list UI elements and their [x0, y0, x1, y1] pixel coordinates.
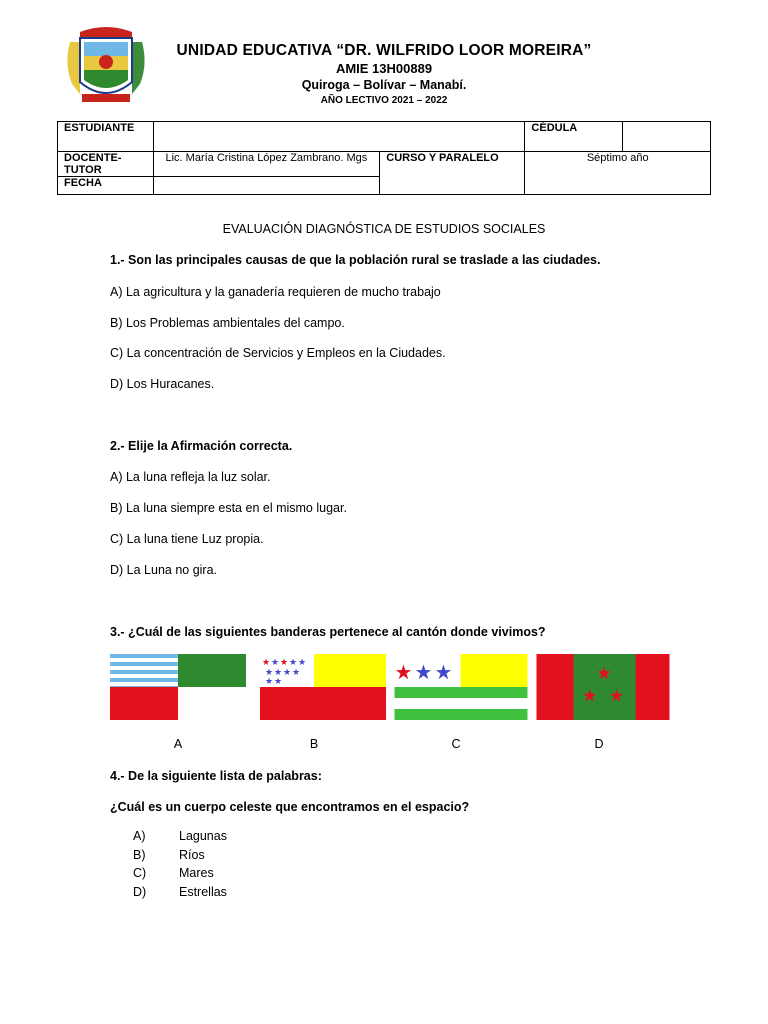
school-crest-icon: [60, 24, 152, 106]
school-amie: AMIE 13H00889: [335, 61, 433, 76]
q2-option-c: C) La luna tiene Luz propia.: [110, 532, 264, 546]
svg-text:★: ★: [274, 677, 283, 687]
id-label: CÉDULA: [525, 122, 622, 152]
svg-text:★: ★: [298, 658, 307, 668]
flag-d-icon: [535, 654, 671, 720]
q4-option-text: Estrellas: [179, 885, 227, 900]
q4-option-key: B): [133, 847, 146, 862]
list-item: [110, 866, 227, 885]
q4-option-key: C): [133, 866, 147, 881]
list-item: [110, 848, 227, 867]
list-item: [110, 885, 227, 904]
q2-option-a: A) La luna refleja la luz solar.: [110, 470, 271, 484]
school-logo: [60, 24, 152, 106]
q4-options-list: [110, 829, 227, 904]
teacher-value: Lic. María Cristina López Zambrano. Mgs: [153, 152, 380, 177]
list-item: [110, 829, 227, 848]
school-location: Quiroga – Bolívar – Manabí.: [301, 78, 467, 92]
student-label: ESTUDIANTE: [58, 122, 154, 152]
flag-label-a: A: [173, 737, 183, 751]
svg-text:★: ★: [283, 668, 292, 678]
exam-title: EVALUACIÓN DIAGNÓSTICA DE ESTUDIOS SOCIALES: [222, 222, 546, 236]
flag-c-icon: [393, 654, 529, 720]
school-name: UNIDAD EDUCATIVA “DR. WILFRIDO LOOR MOREIRA”: [176, 42, 592, 59]
student-field[interactable]: [153, 122, 525, 152]
svg-text:★: ★: [265, 677, 274, 687]
q2-option-d: D) La Luna no gira.: [110, 563, 218, 577]
svg-text:★: ★: [608, 686, 625, 707]
date-label: FECHA: [58, 177, 154, 195]
q1-option-b: B) Los Problemas ambientales del campo.: [110, 316, 345, 330]
id-field[interactable]: [622, 122, 710, 152]
question-3: 3.- ¿Cuál de las siguientes banderas pertenece al cantón donde vivimos?: [110, 625, 546, 639]
svg-text:★: ★: [265, 668, 274, 678]
question-4: ¿Cuál es un cuerpo celeste que encontramos en el espacio?: [110, 800, 470, 814]
flag-a-icon: [110, 654, 246, 720]
flag-b-icon: [255, 654, 391, 720]
svg-text:★: ★: [262, 658, 271, 668]
svg-text:★: ★: [289, 658, 298, 668]
q1-option-a: A) La agricultura y la ganadería requieren de mucho trabajo: [110, 285, 441, 299]
svg-text:★: ★: [414, 660, 433, 684]
teacher-label: DOCENTE-TUTOR: [58, 152, 154, 177]
svg-text:★: ★: [271, 658, 280, 668]
question-4-intro: 4.- De la siguiente lista de palabras:: [110, 769, 322, 783]
student-info-table: [57, 121, 711, 195]
school-year: AÑO LECTIVO 2021 – 2022: [320, 95, 448, 106]
flag-label-d: D: [594, 737, 604, 751]
question-1: 1.- Son las principales causas de que la población rural se traslade a las ciudades.: [110, 253, 601, 267]
svg-text:★: ★: [292, 668, 301, 678]
svg-text:★: ★: [581, 686, 598, 707]
course-label: CURSO Y PARALELO: [380, 152, 525, 195]
svg-text:★: ★: [394, 660, 413, 684]
course-value: Séptimo año: [525, 152, 711, 195]
svg-text:★: ★: [274, 668, 283, 678]
q4-option-text: Lagunas: [179, 829, 227, 843]
svg-text:★: ★: [434, 660, 453, 684]
q4-option-text: Mares: [179, 866, 214, 881]
q4-option-key: A): [133, 829, 146, 843]
q1-option-c: C) La concentración de Servicios y Empleos en la Ciudades.: [110, 346, 446, 360]
q2-option-b: B) La luna siempre esta en el mismo lugar.: [110, 501, 347, 515]
date-field[interactable]: [153, 177, 380, 195]
flag-label-b: B: [309, 737, 319, 751]
svg-text:★: ★: [280, 658, 289, 668]
svg-text:★: ★: [596, 663, 612, 684]
q4-option-text: Ríos: [179, 847, 205, 862]
flag-label-c: C: [451, 737, 461, 751]
q4-option-key: D): [133, 885, 147, 900]
q1-option-d: D) Los Huracanes.: [110, 377, 215, 391]
question-2: 2.- Elije la Afirmación correcta.: [110, 439, 293, 453]
